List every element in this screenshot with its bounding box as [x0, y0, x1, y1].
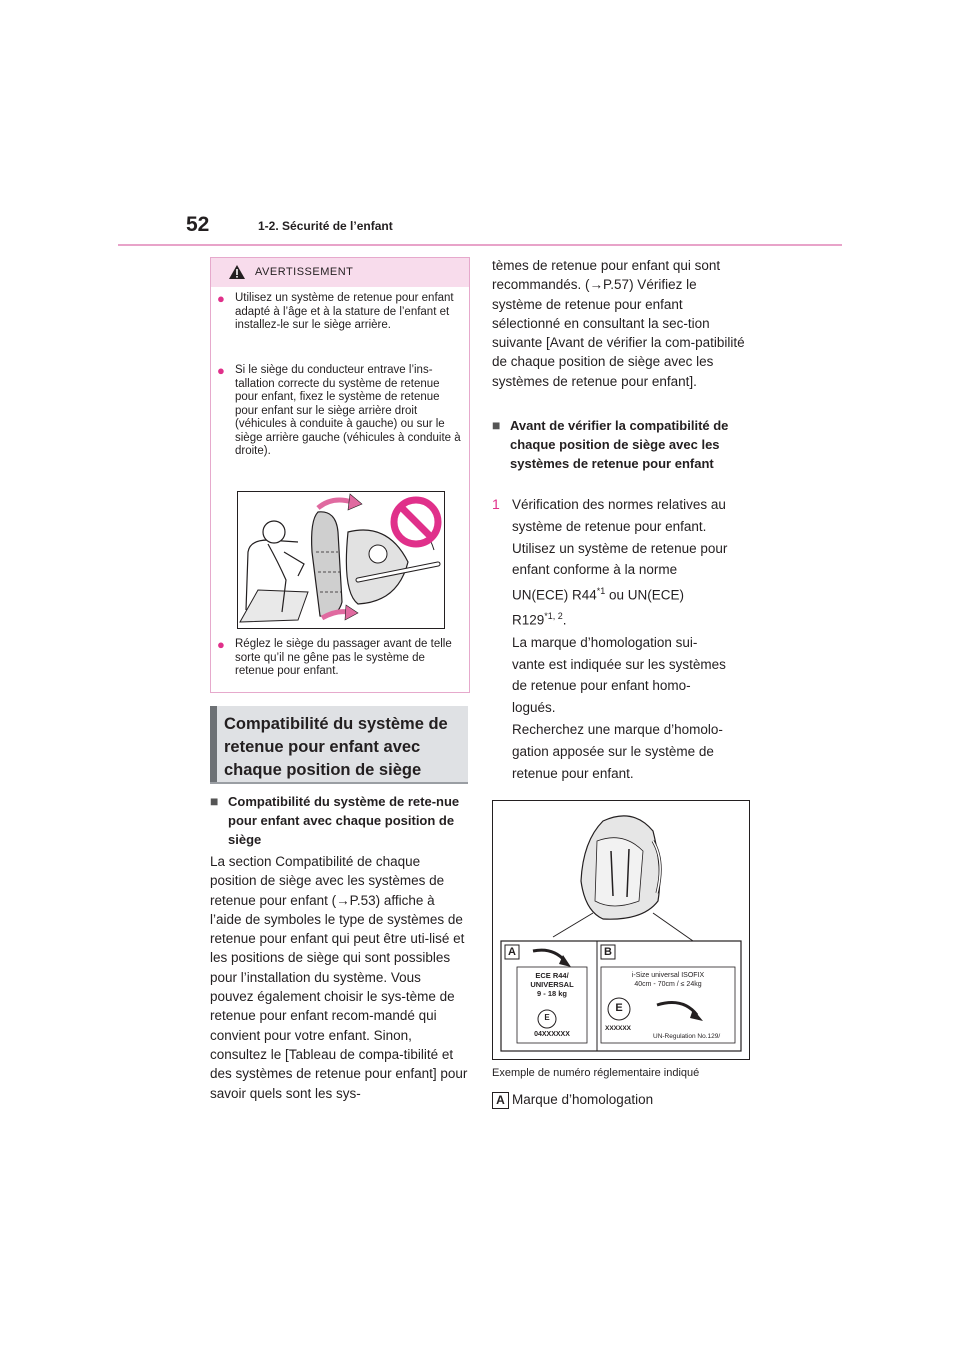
regulation-number: UN-Regulation No.129/ — [653, 1033, 721, 1040]
section-heading-box — [210, 706, 468, 784]
step-line: retenue pour enfant. — [512, 765, 634, 781]
footnote-ref: *1, 2 — [544, 611, 563, 622]
bullet-icon: ● — [217, 291, 225, 306]
warning-bullet — [217, 292, 465, 356]
bullet-icon: ● — [217, 363, 225, 378]
subheading-text: Avant de vérifier la compatibilité de chaque position de siège avec les systèmes de retenue pour enfant — [510, 418, 729, 471]
step-line: Recherchez une marque d’homolo- — [512, 721, 723, 737]
warning-bullet — [217, 638, 465, 686]
warning-header — [211, 258, 469, 287]
step-line: enfant conforme à la norme — [512, 562, 678, 578]
step-line: vante est indiquée sur les systèmes — [512, 656, 726, 672]
section-heading-bar — [210, 706, 217, 782]
section-header: 1-2. Sécurité de l’enfant — [258, 219, 393, 233]
step-line: Utilisez un système de retenue pour — [512, 540, 728, 556]
warning-icon — [228, 264, 246, 280]
square-bullet-icon: ■ — [492, 417, 501, 433]
body-paragraph: tèmes de retenue pour enfant qui sont recommandés. (→P.57) Vérifiez le système de retenue pour enfant sélectionné en consultant la sec-tion suivante [Avant de vérifier la com-patibilité de chaque position de siège avec les systèmes de retenue pour enfant]. — [492, 258, 745, 389]
step-line: de retenue pour enfant homo- — [512, 678, 691, 694]
section-title: Compatibilité du système de retenue pour enfant avec chaque position de siège — [224, 715, 448, 779]
warning-label: AVERTISSEMENT — [255, 266, 354, 278]
legend-letter: A — [492, 1092, 509, 1109]
subheading — [210, 792, 468, 852]
warning-bullet-text: Réglez le siège du passager avant de telle sorte qu’il ne gêne pas le système de retenue pour enfant. — [235, 638, 452, 677]
step-line: gation apposée sur le système de — [512, 743, 714, 759]
step-line: système de retenue pour enfant. — [512, 518, 707, 534]
e-mark-icon: E — [615, 1002, 623, 1014]
figure-label-b: B — [604, 946, 612, 958]
step-line: logués. — [512, 700, 556, 716]
e-mark-icon: E — [544, 1013, 550, 1022]
legend-text: Marque d’homologation — [512, 1092, 654, 1107]
footnote-ref: *1 — [596, 586, 606, 597]
approval-number: 04XXXXXX — [534, 1031, 570, 1038]
figure-label-a: A — [508, 946, 516, 958]
warning-bullet-text: Si le siège du conducteur entrave l’ins-tallation correcte du système de retenue pour enfant, fixez le système de retenue pour enfant sur le siège arrière droit (véhicules à conduite à gauche) ou sur le siège arrière gauche (véhicules à conduite à droite). — [235, 364, 461, 457]
page-number: 52 — [186, 213, 210, 236]
subheading — [492, 416, 748, 494]
child-seat-illustration — [493, 801, 749, 1059]
step-text — [512, 494, 752, 784]
ece-r44-label: ECE R44/ UNIVERSAL 9 - 18 kg — [530, 971, 574, 998]
seat-illustration — [237, 491, 445, 629]
warning-bullet — [217, 364, 465, 484]
bullet-icon: ● — [217, 637, 225, 652]
warning-bullet-text: Utilisez un système de retenue pour enfant adapté à l’âge et à la stature de l’enfant et installez-le sur le siège arrière. — [235, 292, 454, 331]
figure-caption: Exemple de numéro réglementaire indiqué — [492, 1067, 700, 1079]
approval-number: XXXXXX — [605, 1025, 632, 1032]
step-line: La marque d’homologation sui- — [512, 634, 698, 650]
isize-label: i-Size universal ISOFIX 40cm - 70cm / ≤ 24kg — [631, 972, 705, 988]
warning-box — [210, 257, 470, 693]
subheading-text: Compatibilité du système de rete-nue pour enfant avec chaque position de siège — [228, 794, 460, 847]
step-line: Vérification des normes relatives au — [512, 497, 726, 512]
step-line: R129$^{*1, 2}$. — [512, 611, 567, 628]
header-divider — [118, 244, 842, 246]
homologation-figure — [492, 800, 750, 1060]
step-line: UN(ECE) R44$^{*1}$ ou UN(ECE) — [512, 586, 685, 603]
square-bullet-icon: ■ — [210, 793, 219, 809]
step-number: 1 — [492, 496, 500, 512]
body-paragraph: La section Compatibilité de chaque position de siège avec les systèmes de retenue pour enfant (→P.53) affiche à l’aide de symboles le type de systèmes de retenue pour enfant qui peut être uti-lisé et les positions de siège qui sont possibles pour l’installation du système. Vous pouvez également choisir le sys-tème de retenue pour enfant recom-mandé qui convient pour votre enfant. Sinon, consultez le [Tableau de compa-tibilité et des systèmes de retenue pour enfant] pour savoir quels sont les sys- — [210, 854, 468, 1101]
